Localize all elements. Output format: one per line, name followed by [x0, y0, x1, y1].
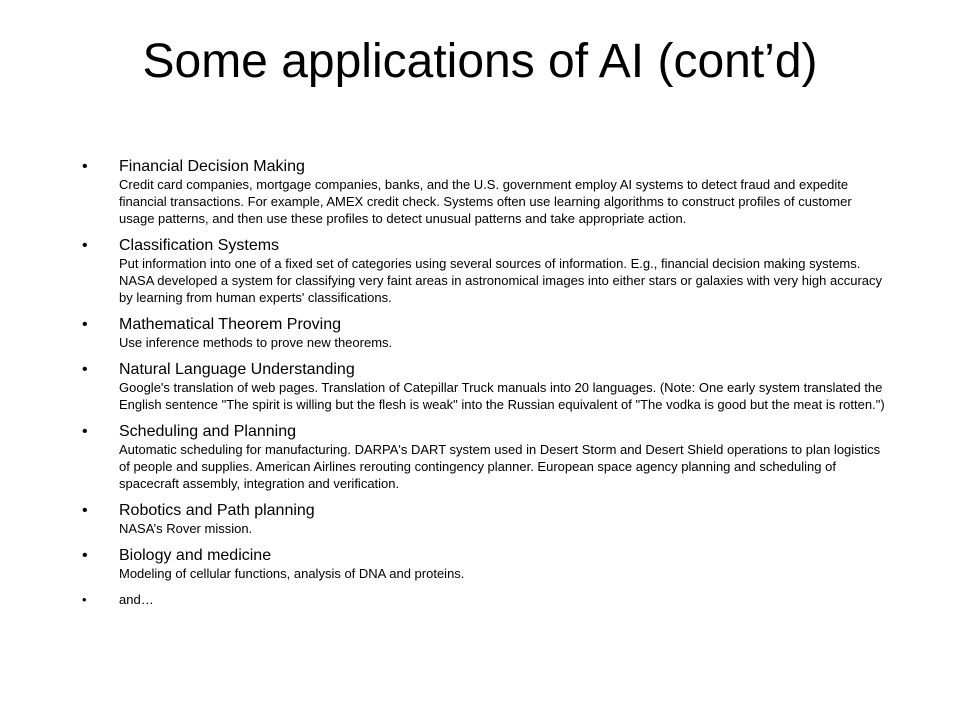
bullet-item-financial-decision-making — [80, 157, 890, 227]
bullet-point: • — [82, 547, 88, 564]
bullet-heading: Financial Decision Making — [119, 158, 305, 175]
bullet-point: • — [82, 316, 88, 333]
bullet-description: Modeling of cellular functions, analysis of DNA and proteins. — [119, 566, 465, 581]
bullet-heading: Scheduling and Planning — [119, 423, 297, 440]
bullet-item-classification-systems — [80, 236, 890, 306]
bullet-description: Put information into one of a fixed set of categories using several sources of information. E.g., financial decision making systems. NASA developed a system for classifying very faint areas in astronomical images into either stars or galaxies with very high accuracy by learning from human experts' classifications. — [119, 256, 883, 305]
bullet-description: NASA’s Rover mission. — [119, 521, 253, 536]
bullet-point: • — [82, 592, 87, 607]
bullet-list — [80, 157, 890, 617]
bullet-item-biology-and-medicine — [80, 546, 890, 582]
bullet-description: Automatic scheduling for manufacturing. DARPA's DART system used in Desert Storm and Desert Shield operations to plan logistics of people and supplies. American Airlines rerouting contingency planner. European space agency planning and scheduling of spacecraft assembly, integration and verification. — [119, 442, 881, 491]
bullet-heading: Natural Language Understanding — [119, 361, 355, 378]
bullet-item-natural-language-understanding — [80, 360, 890, 413]
bullet-item-robotics-and-path-planning — [80, 501, 890, 537]
bullet-point: • — [82, 502, 88, 519]
bullet-item-scheduling-and-planning — [80, 422, 890, 492]
bullet-item-and-more — [80, 591, 890, 608]
bullet-point: • — [82, 361, 88, 378]
bullet-heading: and… — [119, 592, 154, 607]
bullet-heading: Classification Systems — [119, 237, 280, 254]
bullet-heading: Biology and medicine — [119, 547, 272, 564]
bullet-description: Google's translation of web pages. Translation of Catepillar Truck manuals into 20 languages. (Note: One early system translated the English sentence "The spirit is willing but the flesh is weak" into the Russian equivalent of "The vodka is good but the meat is rotten.") — [119, 380, 885, 412]
bullet-point: • — [82, 423, 88, 440]
bullet-point: • — [82, 237, 88, 254]
slide-title: Some applications of AI (cont’d) — [142, 35, 818, 88]
bullet-description: Credit card companies, mortgage companies, banks, and the U.S. government employ AI systems to detect fraud and expedite financial transactions. For example, AMEX credit check. Systems often use learning algorithms to construct profiles of customer usage patterns, and then use these profiles to detect unusual patterns and take appropriate action. — [119, 177, 852, 226]
bullet-heading: Robotics and Path planning — [119, 502, 315, 519]
bullet-item-mathematical-theorem-proving — [80, 315, 890, 351]
bullet-description: Use inference methods to prove new theorems. — [119, 335, 393, 350]
bullet-point: • — [82, 158, 88, 175]
bullet-heading: Mathematical Theorem Proving — [119, 316, 342, 333]
